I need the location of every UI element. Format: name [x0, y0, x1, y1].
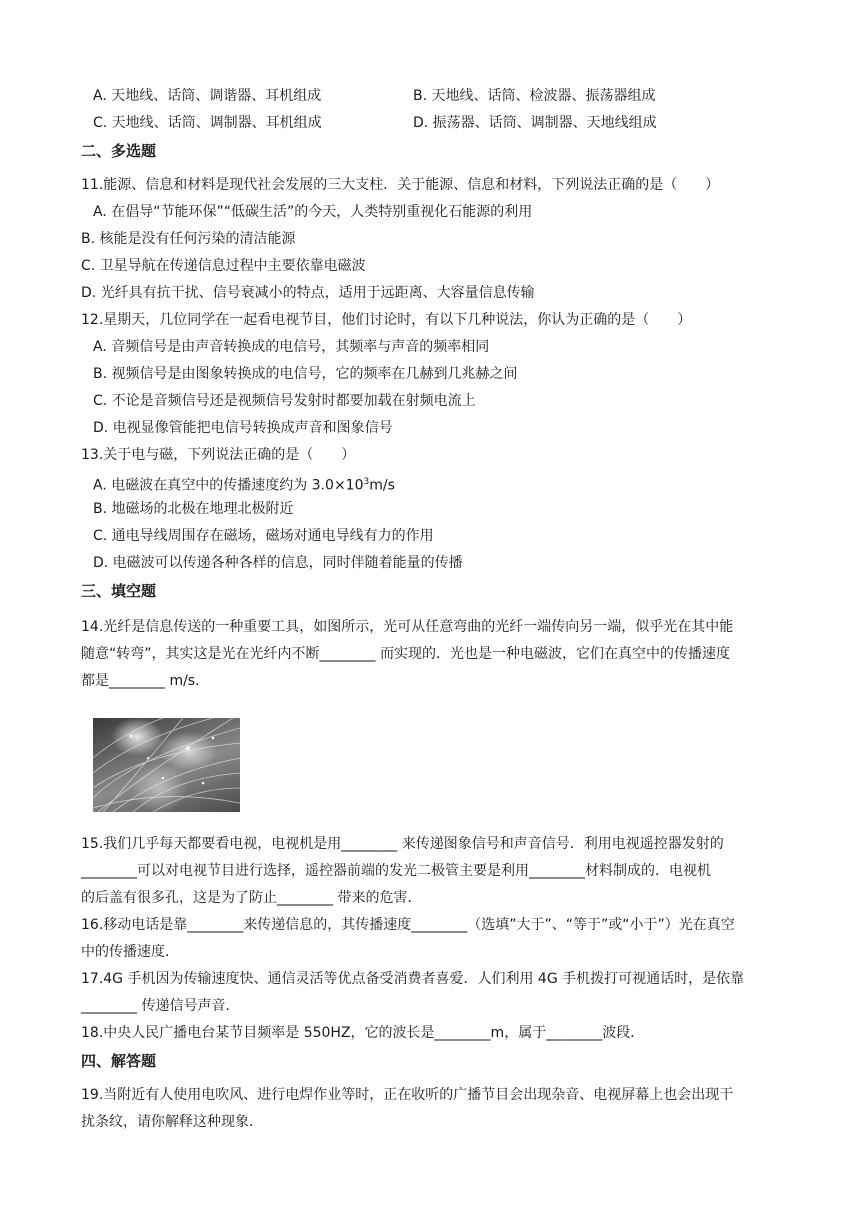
- section-title-fill-in: 三、填空题: [81, 582, 157, 600]
- q10-option-a: A. 天地线、话筒、调谐器、耳机组成: [93, 88, 322, 104]
- q17-line-2: ________ 传递信号声音．: [81, 998, 240, 1014]
- q11-option-a: A. 在倡导“节能环保”“低碳生活”的今天，人类特别重视化石能源的利用: [93, 204, 533, 220]
- q12-option-c: C. 不论是音频信号还是视频信号发射时都要加载在射频电流上: [93, 393, 476, 409]
- q10-option-b: B. 天地线、话筒、检波器、振荡器组成: [413, 88, 656, 104]
- q13-stem: 13.关于电与磁，下列说法正确的是（ ）: [81, 447, 356, 463]
- optical-fiber-photo: [93, 718, 240, 812]
- q14-line-3: 都是________ m/s．: [81, 673, 210, 689]
- q13-option-a-exponent: 3: [363, 477, 370, 487]
- q17-line-1: 17.4G 手机因为传输速度快、通信灵活等优点备受消费者喜爱．人们利用 4G 手机拨打可视通话时，是依靠: [81, 971, 745, 987]
- q13-option-a-text: A. 电磁波在真空中的传播速度约为 3.0×10: [93, 477, 364, 494]
- q10-option-d: D. 振荡器、话筒、调制器、天地线组成: [413, 115, 657, 131]
- q19-line-2: 扰条纹，请你解释这种现象．: [81, 1114, 263, 1130]
- q11-option-d: D. 光纤具有抗干扰、信号衰减小的特点，适用于远距离、大容量信息传输: [81, 285, 535, 301]
- optical-fiber-strands: [93, 718, 240, 812]
- q14-line-1: 14.光纤是信息传送的一种重要工具，如图所示，光可从任意弯曲的光纤一端传向另一端，似乎光在其中能: [81, 619, 734, 635]
- q12-option-a: A. 音频信号是由声音转换成的电信号，其频率与声音的频率相同: [93, 339, 490, 355]
- q15-line-1: 15.我们几乎每天都要看电视，电视机是用________ 来传递图象信号和声音信号．利用电视遥控器发射的: [81, 836, 724, 852]
- q12-option-d: D. 电视显像管能把电信号转换成声音和图象信号: [93, 420, 393, 436]
- q14-line-2: 随意“转弯”，其实这是光在光纤内不断________ 而实现的．光也是一种电磁波，它们在真空中的传播速度: [81, 646, 730, 662]
- q10-option-c: C. 天地线、话筒、调制器、耳机组成: [93, 115, 322, 131]
- section-title-multiple-choice: 二、多选题: [81, 142, 157, 160]
- q12-stem: 12.星期天，几位同学在一起看电视节目，他们讨论时，有以下几种说法，你认为正确的是（ ）: [81, 312, 692, 328]
- q11-option-c: C. 卫星导航在传递信息过程中主要依靠电磁波: [81, 258, 366, 274]
- q15-line-2: ________可以对电视节目进行选择，遥控器前端的发光二极管主要是利用________材料制成的．电视机: [81, 863, 711, 879]
- q15-line-3: 的后盖有很多孔，这是为了防止________ 带来的危害．: [81, 890, 422, 906]
- q13-option-a-unit: m/s: [369, 477, 395, 494]
- q16-line-2: 中的传播速度．: [81, 944, 179, 960]
- q18-line-1: 18.中央人民广播电台某节目频率是 550HZ，它的波长是________m，属于________波段．: [81, 1025, 645, 1041]
- q11-stem: 11.能源、信息和材料是现代社会发展的三大支柱．关于能源、信息和材料，下列说法正确的是（ ）: [81, 177, 720, 193]
- q13-option-b: B. 地磁场的北极在地理北极附近: [93, 501, 294, 517]
- q11-option-b: B. 核能是没有任何污染的清洁能源: [81, 231, 296, 247]
- q13-option-c: C. 通电导线周围存在磁场，磁场对通电导线有力的作用: [93, 528, 434, 544]
- section-title-short-answer: 四、解答题: [81, 1052, 157, 1070]
- q13-option-d: D. 电磁波可以传递各种各样的信息，同时伴随着能量的传播: [93, 555, 463, 571]
- q12-option-b: B. 视频信号是由图象转换成的电信号，它的频率在几赫到几兆赫之间: [93, 366, 518, 382]
- q19-line-1: 19.当附近有人使用电吹风、进行电焊作业等时，正在收听的广播节目会出现杂音、电视屏幕上也会出现干: [81, 1087, 734, 1103]
- q13-option-a: [93, 472, 395, 496]
- q16-line-1: 16.移动电话是靠________来传递信息的，其传播速度________（选填”大于”、“等于”或“小于”）光在真空: [81, 917, 735, 933]
